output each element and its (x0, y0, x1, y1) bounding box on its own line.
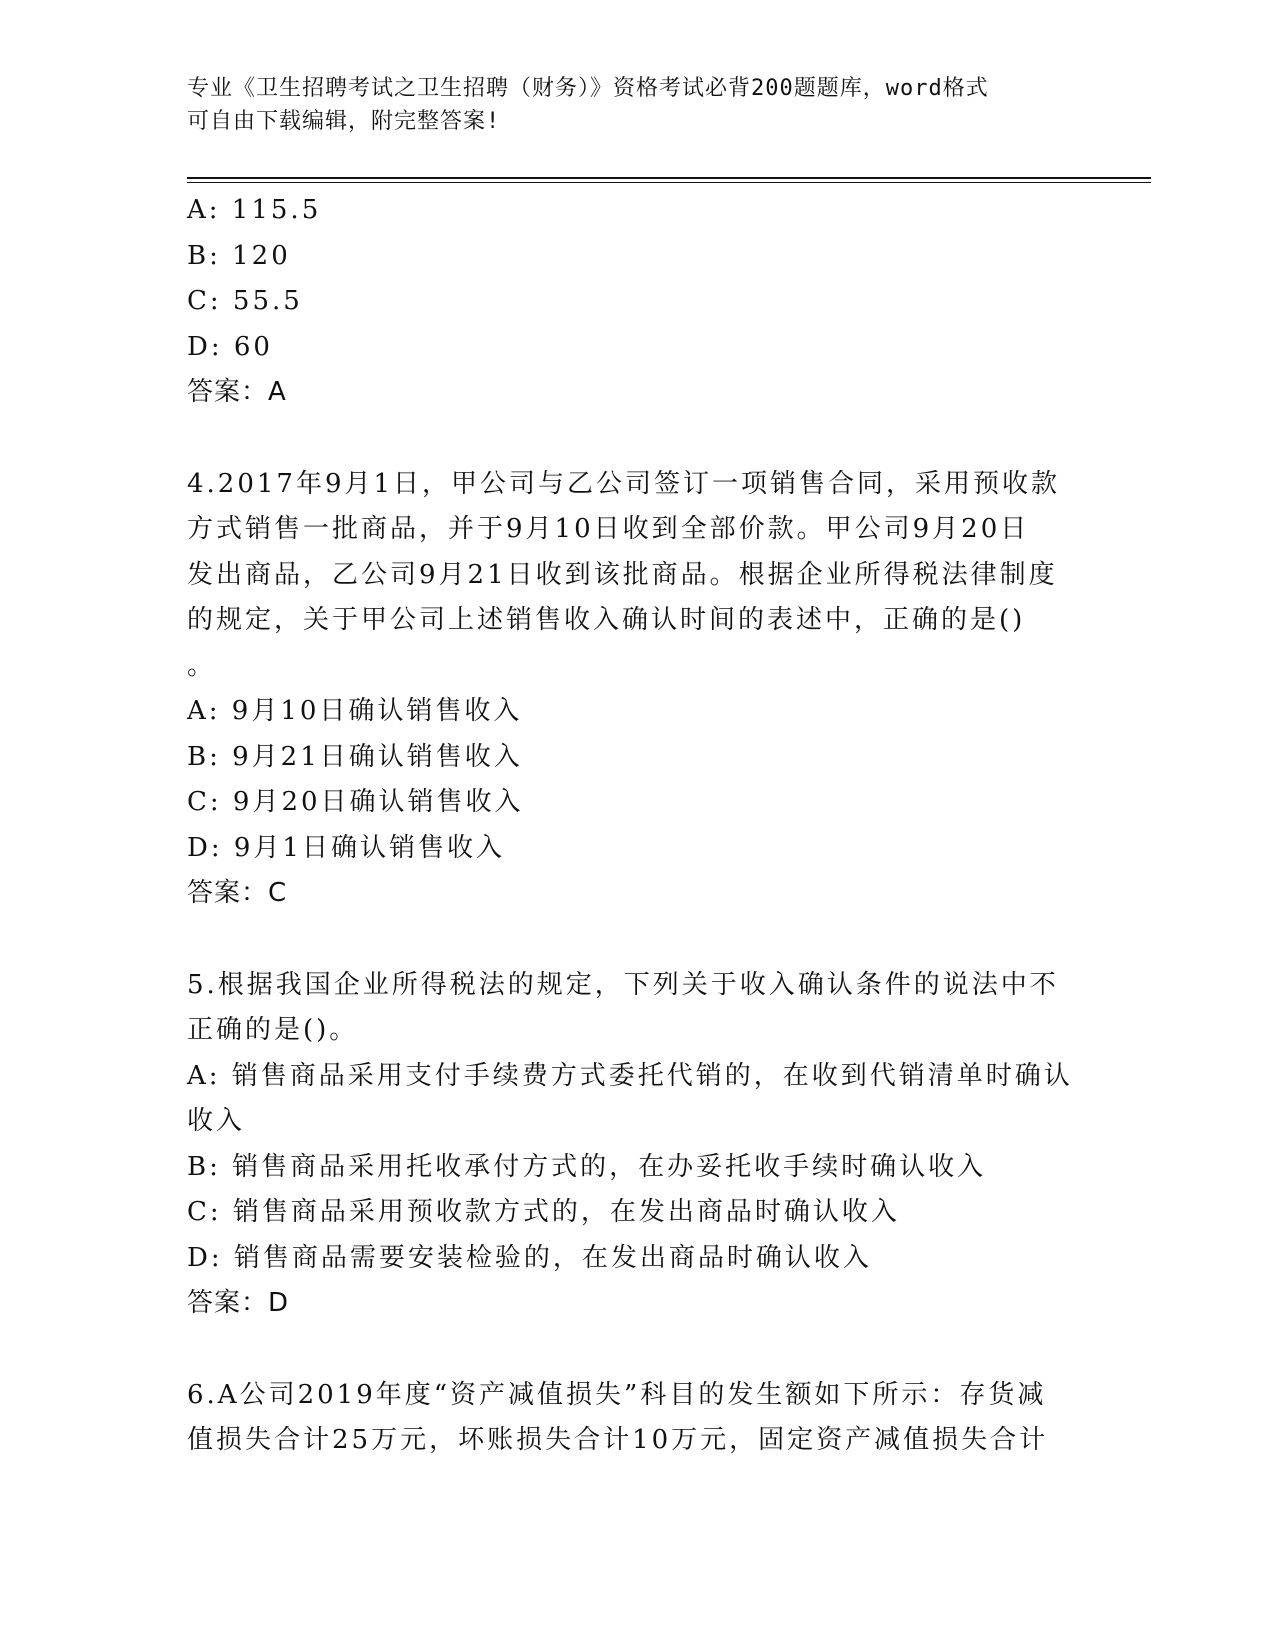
question-6 (187, 1373, 1087, 1464)
header-rule-thin (187, 182, 1151, 183)
question-stem-line: 6.A公司2019年度“资产减值损失”科目的发生额如下所示：存货减 (187, 1379, 1047, 1410)
document-body (187, 188, 1087, 1464)
option-c: C: 9月20日确认销售收入 (187, 787, 524, 817)
question-stem-line: 正确的是()。 (187, 1015, 359, 1045)
option-c: C: 销售商品采用预收款方式的，在发出商品时确认收入 (187, 1197, 900, 1227)
document-header (187, 72, 1057, 138)
question-stem-line: 的规定，关于甲公司上述销售收入确认时间的表述中，正确的是() (187, 605, 1026, 635)
question-stem-line: 发出商品，乙公司9月21日收到该批商品。根据企业所得税法律制度 (187, 559, 1058, 590)
option-a-continued: 收入 (187, 1106, 246, 1136)
option-c: C: 55.5 (187, 286, 303, 316)
answer: 答案：A (187, 377, 287, 407)
option-a: A: 115.5 (187, 195, 322, 225)
answer: 答案：D (187, 1288, 290, 1318)
question-5 (187, 963, 1087, 1327)
option-b: B: 9月21日确认销售收入 (187, 741, 523, 772)
option-b: B: 销售商品采用托收承付方式的，在办妥托收手续时确认收入 (187, 1151, 987, 1182)
option-b: B: 120 (187, 240, 291, 271)
option-d: D: 9月1日确认销售收入 (187, 832, 505, 863)
option-a: A: 销售商品采用支付手续费方式委托代销的，在收到代销清单时确认 (187, 1060, 1073, 1091)
option-a: A: 9月10日确认销售收入 (187, 696, 523, 726)
header-title-line-2: 可自由下载编辑，附完整答案! (187, 109, 501, 134)
header-title-line-1: 专业《卫生招聘考试之卫生招聘（财务）》资格考试必背200题题库，word格式 (187, 76, 989, 101)
option-d: D: 60 (187, 331, 273, 362)
question-stem-line: 5.根据我国企业所得税法的规定，下列关于收入确认条件的说法中不 (187, 969, 1059, 1000)
question-stem-line: 4.2017年9月1日，甲公司与乙公司签订一项销售合同，采用预收款 (187, 468, 1061, 499)
question-stem-line: 值损失合计25万元，坏账损失合计10万元，固定资产减值损失合计 (187, 1425, 1049, 1455)
question-stem-line: 。 (187, 650, 217, 681)
header-rule (187, 177, 1151, 179)
question-stem-line: 方式销售一批商品，并于9月10日收到全部价款。甲公司9月20日 (187, 514, 1030, 544)
answer: 答案：C (187, 878, 288, 908)
question-4 (187, 462, 1087, 917)
question-3 (187, 188, 1087, 416)
option-d: D: 销售商品需要安装检验的，在发出商品时确认收入 (187, 1242, 872, 1273)
